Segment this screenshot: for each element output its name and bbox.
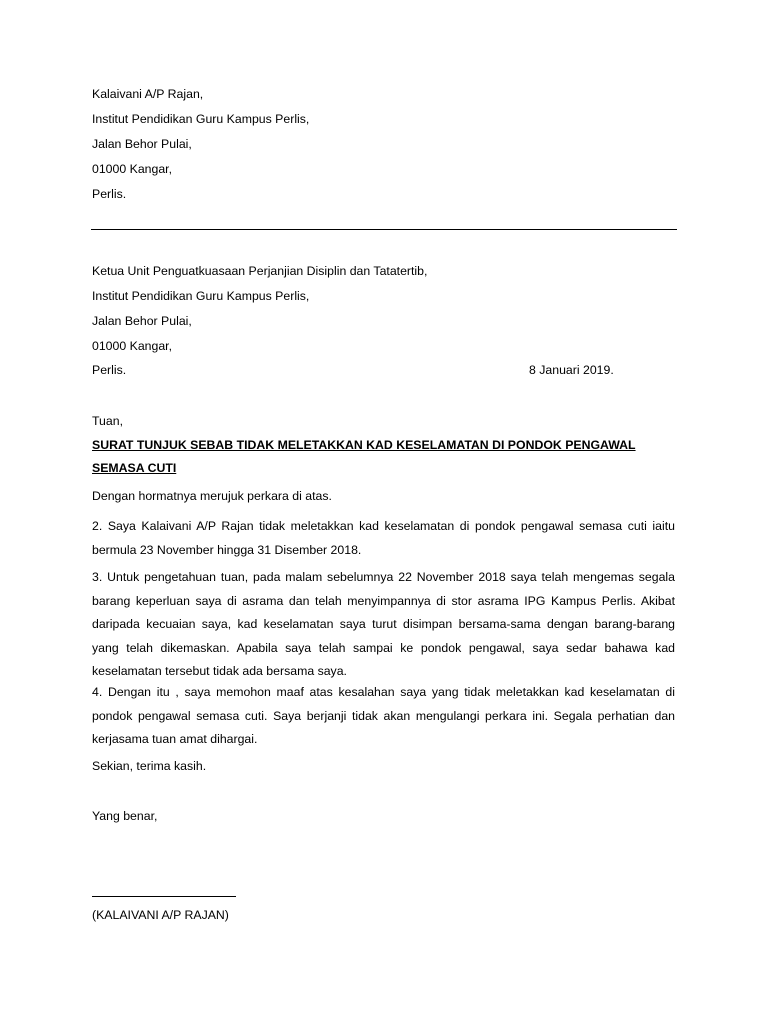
header-divider [91, 229, 677, 230]
sender-name: Kalaivani A/P Rajan, [92, 87, 204, 101]
recipient-title: Ketua Unit Penguatkuasaan Perjanjian Disiplin dan Tatatertib, [92, 264, 428, 278]
recipient-state: Perlis. [92, 363, 127, 377]
paragraph-4: 4. Dengan itu , saya memohon maaf atas kesalahan saya yang tidak meletakkan kad keselamatan di pondok pengawal semasa cuti. Saya berjanji tidak akan mengulangi perkara ini. Segala perhatian dan kerjasama tuan amat dihargai. [92, 685, 675, 746]
paragraph-3: 3. Untuk pengetahuan tuan, pada malam sebelumnya 22 November 2018 saya telah mengemas segala barang keperluan saya di asrama dan telah menyimpannya di stor asrama IPG Kampus Perlis. Akibat daripada kecuaian saya, kad keselamatan saya turut disimpan bersama-sama dengan barang-barang yang telah dikemaskan. Apabila saya telah sampai ke pondok pengawal, saya sedar bahawa kad keselamatan tersebut tidak ada bersama saya. [92, 570, 675, 678]
recipient-institution: Institut Pendidikan Guru Kampus Perlis, [92, 289, 310, 303]
signature-name: (KALAIVANI A/P RAJAN) [92, 908, 229, 922]
sender-postcode-city: 01000 Kangar, [92, 162, 173, 176]
salutation: Tuan, [92, 414, 123, 428]
signoff: Yang benar, [92, 809, 158, 823]
paragraph-1: Dengan hormatnya merujuk perkara di atas. [92, 489, 332, 503]
recipient-postcode-city: 01000 Kangar, [92, 339, 173, 353]
sender-street: Jalan Behor Pulai, [92, 137, 192, 151]
paragraph-2: 2. Saya Kalaivani A/P Rajan tidak meletakkan kad keselamatan di pondok pengawal semasa cuti iaitu bermula 23 November hingga 31 Disember 2018. [92, 519, 675, 557]
sender-state: Perlis. [92, 187, 127, 201]
recipient-street: Jalan Behor Pulai, [92, 314, 192, 328]
signature-line [92, 896, 236, 897]
closing: Sekian, terima kasih. [92, 759, 207, 773]
letter-date: 8 Januari 2019. [529, 363, 614, 377]
letter-subject: SURAT TUNJUK SEBAB TIDAK MELETAKKAN KAD KESELAMATAN DI PONDOK PENGAWAL SEMASA CUTI [92, 438, 636, 475]
sender-institution: Institut Pendidikan Guru Kampus Perlis, [92, 112, 310, 126]
